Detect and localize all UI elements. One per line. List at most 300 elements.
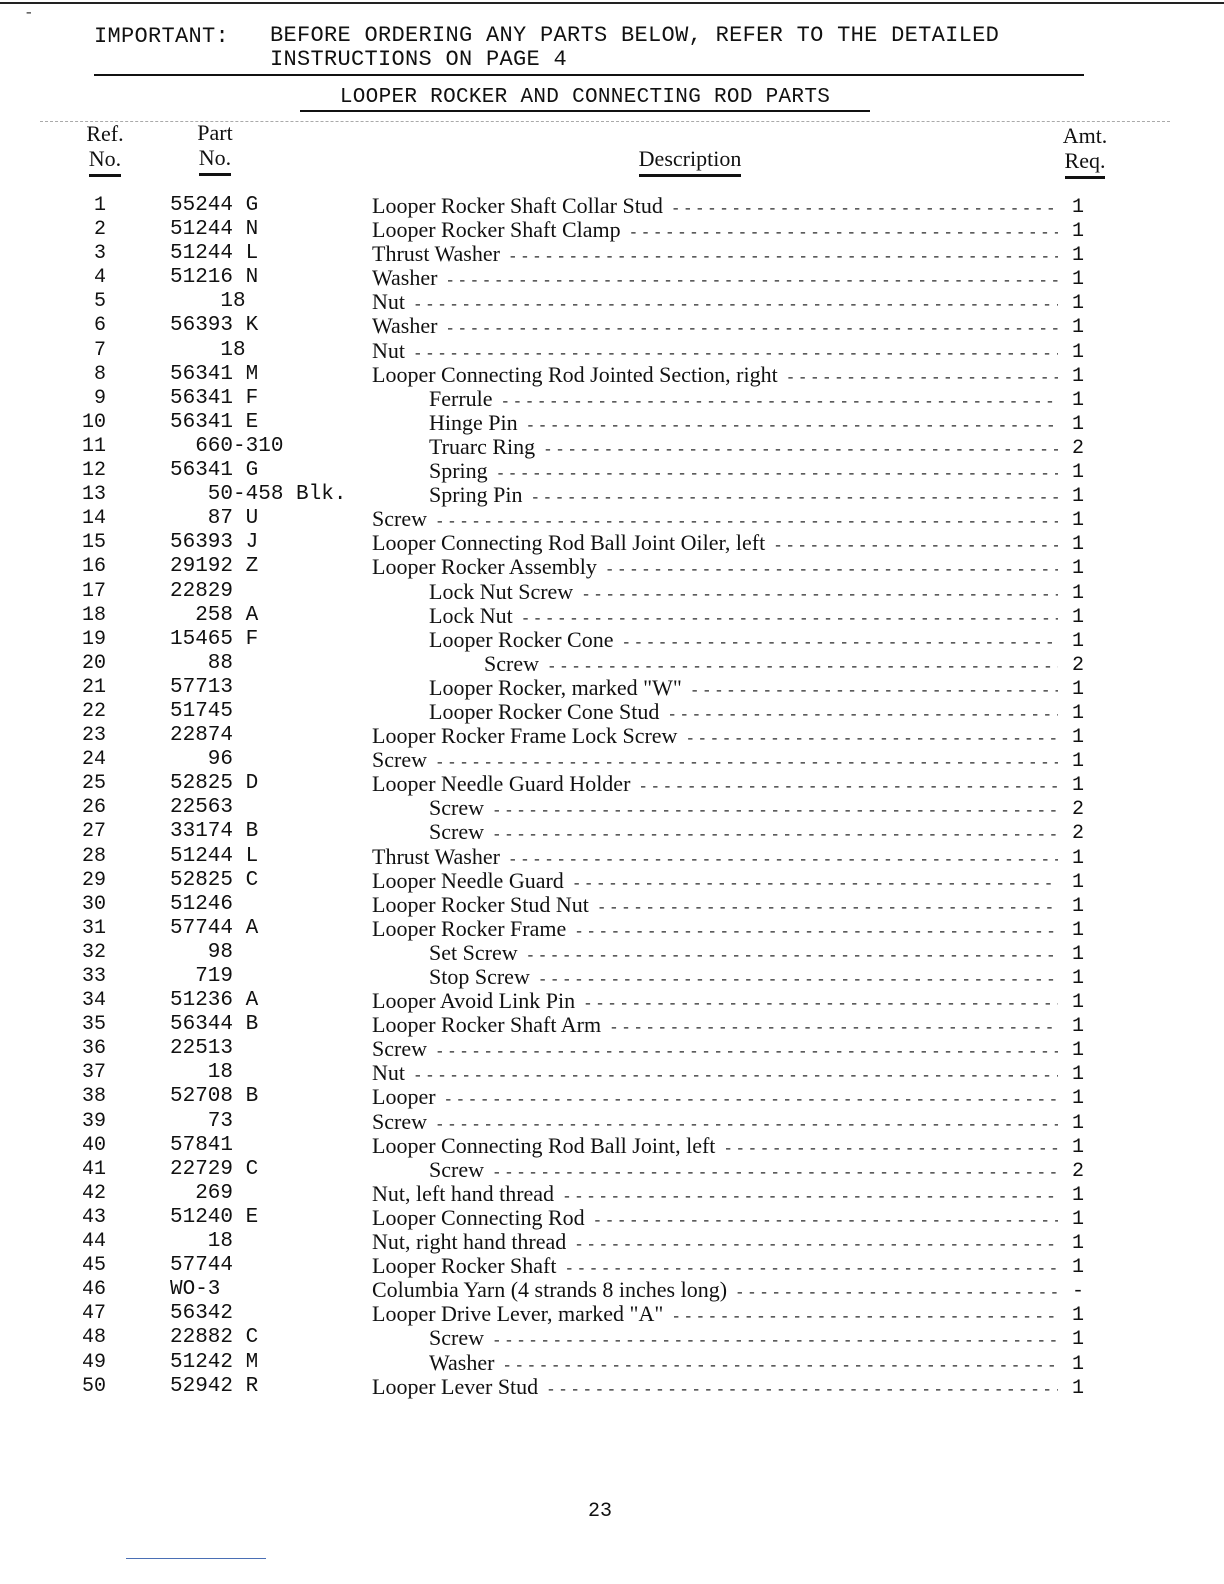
top-border: [0, 2, 1224, 4]
part-description-cell: [372, 989, 1058, 1013]
part-description: Looper Rocker Frame: [372, 916, 567, 941]
amount-required: 1: [1071, 701, 1084, 725]
part-description: Columbia Yarn (4 strands 8 inches long): [372, 1278, 728, 1303]
amount-required: 1: [1071, 1135, 1084, 1159]
amount-required: 1: [1071, 967, 1084, 990]
part-description: Washer: [429, 1350, 495, 1375]
part-number: 51246: [170, 892, 234, 916]
amt-header-line-1: Amt.: [1062, 123, 1108, 148]
part-number: 51242 M: [170, 1350, 259, 1374]
dot-leader: [629, 224, 1058, 242]
amount-required: 1: [1071, 461, 1084, 485]
dot-leader: [502, 1357, 1058, 1375]
part-description-cell: [372, 1326, 1058, 1350]
part-number: 57841: [170, 1133, 234, 1157]
part-description: Screw: [429, 1157, 484, 1182]
part-number: 56341 G: [170, 459, 259, 483]
part-description-cell: [372, 531, 1058, 555]
table-row: [0, 1061, 1224, 1085]
part-description: Looper Needle Guard: [372, 868, 564, 893]
part-description-cell: [372, 1254, 1058, 1278]
table-row: [0, 676, 1224, 700]
section-title: LOOPER ROCKER AND CONNECTING ROD PARTS: [300, 86, 870, 112]
amount-required: 1: [1071, 894, 1084, 918]
amount-required: 1: [1071, 918, 1084, 942]
table-row: [0, 1375, 1224, 1399]
table-row: [0, 266, 1224, 290]
part-number: 51216 N: [170, 266, 259, 290]
part-description-cell: [372, 869, 1058, 893]
part-description-cell: [372, 483, 1058, 507]
table-row: [0, 772, 1224, 796]
part-number: 98: [170, 940, 234, 964]
part-description-cell: [372, 748, 1058, 772]
part-description: Looper Connecting Rod: [372, 1205, 585, 1230]
amount-required: 1: [1071, 942, 1084, 966]
ref-number: 24: [81, 748, 106, 772]
table-row: [0, 483, 1224, 507]
part-description-cell: [372, 1061, 1058, 1085]
amount-required: 1: [1071, 1304, 1084, 1328]
part-description: Looper Rocker Assembly: [372, 555, 597, 580]
part-description-cell: [372, 1375, 1058, 1399]
part-description: Washer: [372, 266, 438, 291]
part-number: 33174 B: [170, 820, 259, 844]
table-row: [0, 1351, 1224, 1375]
amount-required: 1: [1071, 629, 1084, 653]
important-line-1: BEFORE ORDERING ANY PARTS BELOW, REFER TO THE DETAILED: [270, 23, 1000, 48]
part-description-cell: [372, 1182, 1058, 1206]
dot-leader: [521, 610, 1058, 628]
part-description-cell: [372, 266, 1058, 290]
amount-required: 1: [1071, 581, 1084, 605]
part-number: 56393 K: [170, 314, 259, 338]
table-row: [0, 628, 1224, 652]
table-row: [0, 531, 1224, 555]
part-description: Nut, left hand thread: [372, 1181, 555, 1206]
table-row: [0, 604, 1224, 628]
amount-required: 1: [1071, 412, 1084, 436]
part-number: 51244 N: [170, 218, 259, 242]
column-header-description: [610, 146, 770, 177]
dot-leader: [435, 1043, 1058, 1061]
part-description-cell: [372, 652, 1058, 676]
table-row: [0, 194, 1224, 218]
ref-number: 49: [81, 1350, 106, 1374]
dot-leader: [543, 441, 1058, 459]
ref-number: 31: [81, 916, 106, 940]
ref-number: 28: [81, 844, 106, 868]
part-description: Looper Rocker Shaft Clamp: [372, 218, 621, 243]
ref-number: 2: [93, 218, 106, 242]
ref-number: 1: [93, 194, 106, 217]
table-row: [0, 700, 1224, 724]
ref-number: 26: [81, 796, 106, 820]
part-description: Screw: [429, 796, 484, 821]
ref-number: 47: [81, 1302, 106, 1326]
dot-leader: [531, 489, 1058, 507]
part-description: Looper Avoid Link Pin: [372, 989, 576, 1014]
part-description: Lock Nut: [429, 603, 513, 628]
part-number: 22513: [170, 1037, 234, 1061]
ref-number: 23: [81, 724, 106, 748]
amount-required: 1: [1071, 750, 1084, 774]
ref-number: 41: [81, 1157, 106, 1181]
part-number: 22829: [170, 579, 234, 603]
dot-leader: [574, 1236, 1058, 1254]
dot-leader: [638, 778, 1058, 796]
ref-number: 27: [81, 820, 106, 844]
table-row: [0, 1085, 1224, 1109]
part-description: Screw: [429, 820, 484, 845]
part-description-cell: [372, 1013, 1058, 1037]
part-description-cell: [372, 459, 1058, 483]
dot-leader: [501, 393, 1058, 411]
dot-leader: [562, 1188, 1058, 1206]
part-number: 56393 J: [170, 531, 259, 555]
dot-leader: [492, 826, 1058, 844]
table-row: [0, 1182, 1224, 1206]
ref-number: 15: [81, 531, 106, 555]
part-description-cell: [372, 676, 1058, 700]
amount-required: 1: [1071, 485, 1084, 509]
table-row: [0, 555, 1224, 579]
part-number: 96: [170, 748, 234, 772]
amount-required: 2: [1071, 436, 1084, 460]
amount-required: 1: [1071, 1063, 1084, 1087]
amount-required: 1: [1071, 196, 1084, 219]
ref-number: 4: [93, 266, 106, 290]
part-description: Nut, right hand thread: [372, 1230, 567, 1255]
part-description-cell: [372, 339, 1058, 363]
part-number: 18: [170, 1061, 234, 1085]
dot-leader: [572, 875, 1058, 893]
ref-number: 32: [81, 940, 106, 964]
table-row: [0, 820, 1224, 844]
table-row: [0, 1302, 1224, 1326]
important-line-2: INSTRUCTIONS ON PAGE 4: [270, 47, 568, 72]
part-description-cell: [372, 1351, 1058, 1375]
part-number: 51236 A: [170, 989, 259, 1013]
part-number: 57744 A: [170, 916, 259, 940]
part-description: Washer: [372, 314, 438, 339]
part-number: 55244 G: [170, 194, 259, 217]
amount-required: 1: [1071, 1111, 1084, 1135]
important-label: IMPORTANT:: [94, 24, 230, 49]
dot-leader: [444, 1091, 1058, 1109]
dot-leader: [435, 513, 1058, 531]
part-description: Spring Pin: [429, 483, 523, 508]
part-number: 56341 M: [170, 362, 259, 386]
table-row: [0, 989, 1224, 1013]
table-row: [0, 580, 1224, 604]
ref-header-line-2: No.: [89, 146, 121, 177]
ref-number: 40: [81, 1133, 106, 1157]
amount-required: 1: [1071, 774, 1084, 798]
amount-required: 1: [1071, 870, 1084, 894]
part-description-cell: [372, 1037, 1058, 1061]
part-description: Screw: [372, 748, 427, 773]
ref-number: 5: [93, 290, 106, 314]
part-description: Nut: [372, 338, 405, 363]
part-number: 258 A: [170, 603, 259, 627]
dot-leader: [593, 1212, 1058, 1230]
table-row: [0, 1110, 1224, 1134]
table-row: [0, 748, 1224, 772]
part-number: 269: [170, 1181, 234, 1205]
part-description-cell: [372, 555, 1058, 579]
part-number: 51244 L: [170, 242, 259, 266]
ref-number: 3: [93, 242, 106, 266]
ref-number: 6: [93, 314, 106, 338]
part-description-cell: [372, 845, 1058, 869]
part-description: Thrust Washer: [372, 844, 500, 869]
part-description: Set Screw: [429, 940, 518, 965]
table-row: [0, 435, 1224, 459]
part-number: 51244 L: [170, 844, 259, 868]
part-description-cell: [372, 363, 1058, 387]
part-number: 88: [170, 651, 234, 675]
table-row: [0, 290, 1224, 314]
part-description: Thrust Washer: [372, 242, 500, 267]
ref-number: 42: [81, 1181, 106, 1205]
dot-leader: [492, 1164, 1058, 1182]
amount-required: 2: [1071, 798, 1084, 822]
ref-number: 33: [81, 965, 106, 988]
dot-leader: [413, 296, 1058, 314]
amount-required: 2: [1071, 1159, 1084, 1183]
dot-leader: [445, 320, 1058, 338]
dot-leader: [786, 369, 1058, 387]
part-number: 719: [170, 965, 234, 988]
dot-leader: [546, 1381, 1058, 1399]
ref-number: 25: [81, 772, 106, 796]
ref-header-line-1: Ref.: [86, 121, 124, 146]
ref-number: 20: [81, 651, 106, 675]
ref-number: 8: [93, 362, 106, 386]
dot-leader: [685, 730, 1058, 748]
dot-leader: [435, 754, 1058, 772]
amt-header-line-2: Req.: [1065, 148, 1106, 179]
dot-leader: [526, 417, 1058, 435]
part-number: 22563: [170, 796, 234, 820]
ref-number: 17: [81, 579, 106, 603]
dot-leader: [547, 658, 1058, 676]
ref-number: 16: [81, 555, 106, 579]
part-description-cell: [372, 700, 1058, 724]
part-number: 87 U: [170, 507, 259, 531]
ref-number: 37: [81, 1061, 106, 1085]
dot-leader: [508, 248, 1058, 266]
part-description: Stop Screw: [429, 965, 530, 989]
footer-rule: [126, 1558, 266, 1559]
amount-required: 1: [1071, 388, 1084, 412]
part-description: Looper Rocker Shaft: [372, 1254, 557, 1279]
part-header-line-2: No.: [199, 145, 231, 176]
part-number: 51240 E: [170, 1205, 259, 1229]
part-number: 22729 C: [170, 1157, 259, 1181]
dot-leader: [735, 1284, 1058, 1302]
table-row: [0, 1134, 1224, 1158]
part-description: Looper Rocker Shaft Collar Stud: [372, 194, 663, 218]
part-description-cell: [372, 290, 1058, 314]
part-description-cell: [372, 314, 1058, 338]
part-number: 52825 D: [170, 772, 259, 796]
amount-required: 1: [1071, 1256, 1084, 1280]
part-description-cell: [372, 1206, 1058, 1230]
part-number: 56342: [170, 1302, 234, 1326]
dot-leader: [538, 971, 1058, 989]
part-description: Looper Connecting Rod Jointed Section, right: [372, 362, 778, 387]
part-number: 18: [170, 290, 246, 314]
part-description: Nut: [372, 290, 405, 315]
part-description: Screw: [372, 1037, 427, 1062]
ref-number: 22: [81, 699, 106, 723]
ref-number: 19: [81, 627, 106, 651]
table-row: [0, 411, 1224, 435]
part-description-cell: [372, 1085, 1058, 1109]
dot-leader: [690, 682, 1058, 700]
part-description: Looper: [372, 1085, 436, 1110]
ref-number: 14: [81, 507, 106, 531]
dot-leader: [723, 1140, 1058, 1158]
part-description-cell: [372, 1230, 1058, 1254]
amount-required: 1: [1071, 1015, 1084, 1039]
amount-required: 1: [1071, 846, 1084, 870]
part-number: 29192 Z: [170, 555, 259, 579]
dot-leader: [445, 272, 1058, 290]
part-description-cell: [372, 893, 1058, 917]
part-description-cell: [372, 604, 1058, 628]
part-description-cell: [372, 1302, 1058, 1326]
ref-number: 21: [81, 675, 106, 699]
part-number: 73: [170, 1109, 234, 1133]
ref-number: 43: [81, 1205, 106, 1229]
ref-number: 9: [93, 386, 106, 410]
ref-number: 12: [81, 459, 106, 483]
part-description: Looper Rocker Shaft Arm: [372, 1013, 602, 1038]
dot-leader: [597, 899, 1058, 917]
ref-number: 29: [81, 868, 106, 892]
parts-list: [0, 194, 1224, 1399]
table-row: [0, 1013, 1224, 1037]
table-row: [0, 242, 1224, 266]
part-description: Ferrule: [429, 386, 493, 411]
part-description-cell: [372, 1278, 1058, 1302]
dot-leader: [671, 200, 1058, 218]
dot-leader: [435, 1116, 1058, 1134]
table-row: [0, 845, 1224, 869]
dot-leader: [667, 706, 1058, 724]
ref-number: 30: [81, 892, 106, 916]
part-description: Truarc Ring: [429, 434, 536, 459]
table-row: [0, 363, 1224, 387]
part-number: 15465 F: [170, 627, 259, 651]
part-description-cell: [372, 580, 1058, 604]
table-row: [0, 1230, 1224, 1254]
part-description: Screw: [429, 1326, 484, 1351]
ref-number: 44: [81, 1230, 106, 1254]
amount-required: 1: [1071, 364, 1084, 388]
amount-required: 1: [1071, 1183, 1084, 1207]
amount-required: 1: [1071, 1376, 1084, 1400]
important-notice: [94, 24, 1084, 76]
table-row: [0, 1326, 1224, 1350]
ref-number: 11: [81, 434, 106, 458]
amount-required: 2: [1071, 822, 1084, 846]
part-description: Looper Connecting Rod Ball Joint Oiler, left: [372, 531, 766, 556]
part-description-cell: [372, 435, 1058, 459]
ref-number: 48: [81, 1326, 106, 1350]
dot-leader: [508, 851, 1058, 869]
amount-required: 1: [1071, 268, 1084, 292]
table-row: [0, 796, 1224, 820]
part-description: Looper Needle Guard Holder: [372, 772, 631, 797]
table-row: [0, 1278, 1224, 1302]
ref-number: 18: [81, 603, 106, 627]
table-row: [0, 387, 1224, 411]
table-row: [0, 965, 1224, 989]
part-description: Looper Rocker Cone Stud: [429, 699, 660, 724]
dot-leader: [583, 995, 1058, 1013]
amount-required: 1: [1071, 991, 1084, 1015]
dot-leader: [565, 1260, 1059, 1278]
dot-leader: [492, 1332, 1058, 1350]
amount-required: 1: [1071, 677, 1084, 701]
dot-leader: [622, 634, 1059, 652]
part-description: Looper Lever Stud: [372, 1374, 539, 1399]
table-row: [0, 869, 1224, 893]
table-row: [0, 1254, 1224, 1278]
part-number: 660-310: [170, 434, 284, 458]
part-description: Screw: [484, 651, 539, 676]
part-description: Looper Connecting Rod Ball Joint, left: [372, 1133, 716, 1158]
dot-leader: [773, 537, 1058, 555]
page-number: 23: [587, 1500, 612, 1523]
part-description: Looper Rocker, marked "W": [429, 675, 682, 700]
table-row: [0, 1037, 1224, 1061]
amount-required: 1: [1071, 1328, 1084, 1352]
amount-required: 1: [1071, 292, 1084, 316]
part-description-cell: [372, 820, 1058, 844]
part-number: 57744: [170, 1254, 234, 1278]
ref-number: 10: [81, 410, 106, 434]
amount-required: 2: [1071, 653, 1084, 677]
table-row: [0, 893, 1224, 917]
table-row: [0, 652, 1224, 676]
amount-required: 1: [1071, 1352, 1084, 1376]
table-row: [0, 917, 1224, 941]
part-number: 18: [170, 1230, 234, 1254]
part-number: 22874: [170, 724, 234, 748]
part-description-cell: [372, 1158, 1058, 1182]
ref-number: 36: [81, 1037, 106, 1061]
part-number: 56341 E: [170, 410, 259, 434]
column-header-part: [160, 120, 270, 176]
part-description-cell: [372, 724, 1058, 748]
ref-number: 39: [81, 1109, 106, 1133]
margin-mark: -: [24, 4, 34, 22]
table-row: [0, 724, 1224, 748]
ref-number: 7: [93, 338, 106, 362]
part-description-cell: [372, 941, 1058, 965]
ref-number: 35: [81, 1013, 106, 1037]
table-row: [0, 1206, 1224, 1230]
table-row: [0, 941, 1224, 965]
part-description-cell: [372, 387, 1058, 411]
part-description-cell: [372, 507, 1058, 531]
part-number: 56344 B: [170, 1013, 259, 1037]
